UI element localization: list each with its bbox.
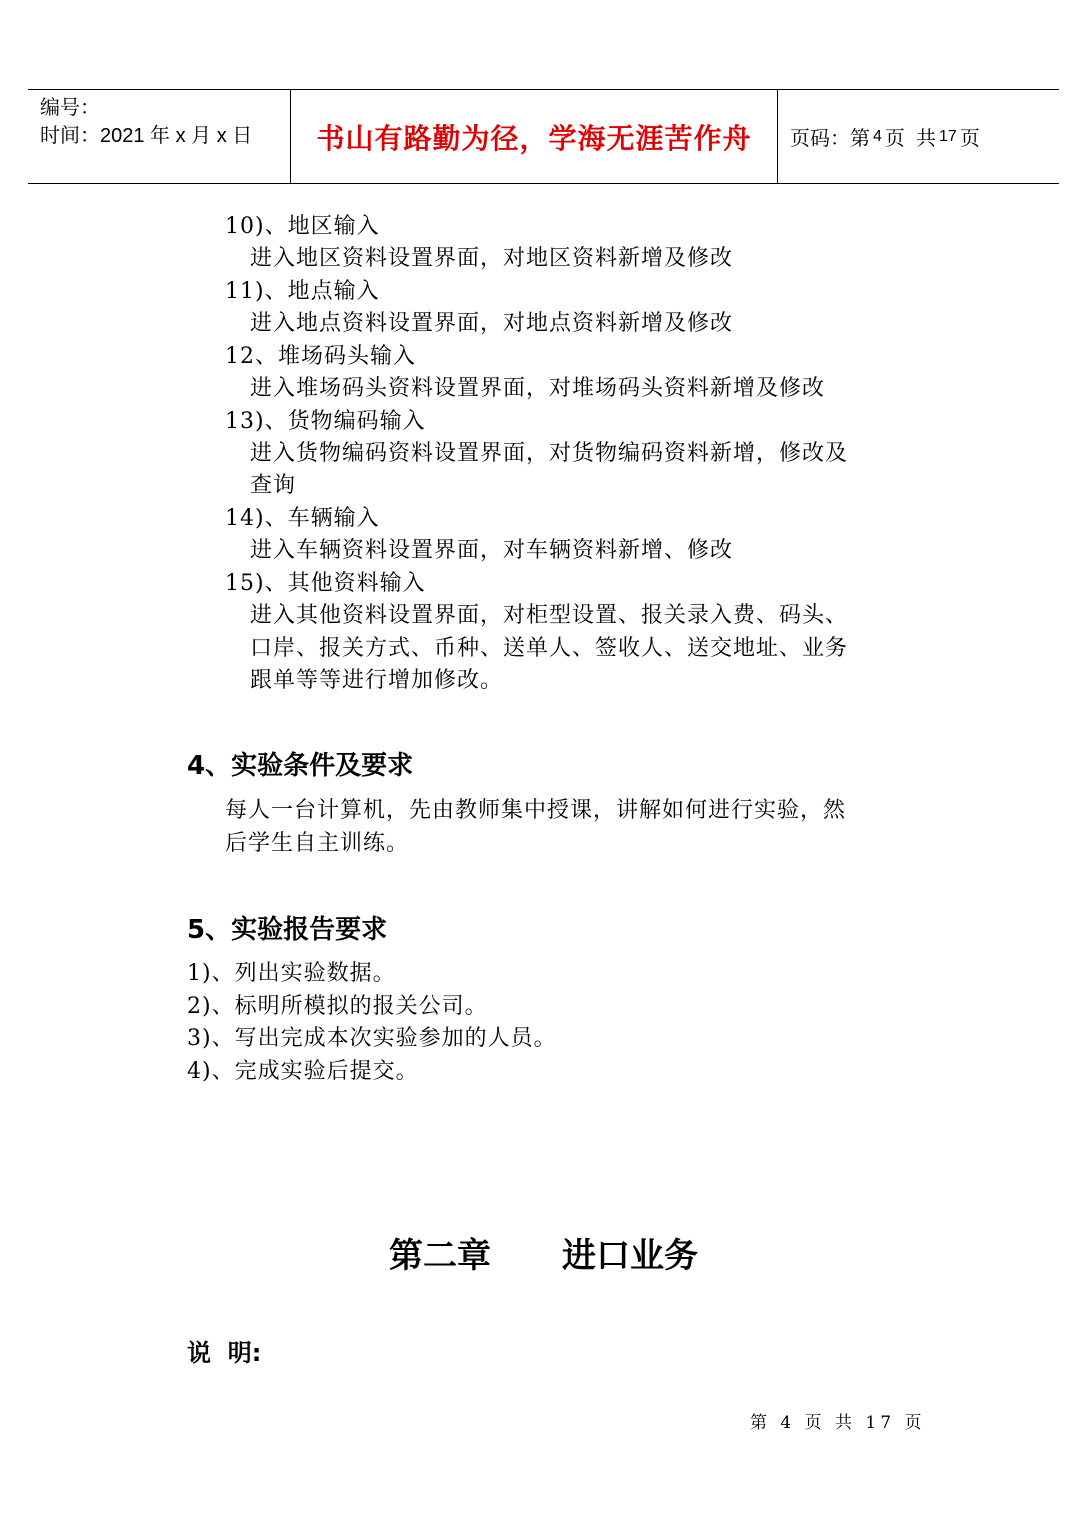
header-page-number [790,90,980,183]
header-divider [777,90,778,183]
page-mid: 页 共 [884,128,937,150]
list-item-desc: 进入地点资料设置界面，对地点资料新增及修改 [250,311,734,336]
list-item-desc: 进入其他资料设置界面，对柜型设置、报关录入费、码头、 [250,603,849,628]
section-paragraph: 后学生自主训练。 [225,831,410,856]
page-prefix: 页码：第 [790,128,870,150]
section-heading: 5、实验报告要求 [187,915,388,945]
page-suffix: 页 [959,128,980,150]
list-item-title: 10)、地区输入 [225,214,380,239]
list-item: 3)、写出完成本次实验参加的人员。 [187,1026,557,1051]
document-time-label: 时间：2021 年 x 月 x 日 [40,125,253,147]
header-meta [40,94,252,150]
list-item: 4)、完成实验后提交。 [187,1059,419,1084]
list-item-desc: 口岸、报关方式、币种、送单人、签收人、送交地址、业务 [250,636,849,661]
list-item-title: 12、堆场码头输入 [225,344,416,369]
list-item-title: 13)、货物编码输入 [225,409,426,434]
section-heading: 4、实验条件及要求 [187,751,414,781]
list-item-title: 14)、车辆输入 [225,506,380,531]
page-total: 17 [939,127,957,145]
list-item-desc: 进入货物编码资料设置界面，对货物编码资料新增，修改及 [250,441,849,466]
page-footer: 第 4 页 共 17 页 [750,1413,926,1433]
header-motto: 书山有路勤为径，学海无涯苦作舟 [316,121,752,155]
list-item: 1)、列出实验数据。 [187,961,396,986]
chapter-title: 第二章 进口业务 [388,1236,699,1276]
list-item-title: 15)、其他资料输入 [225,571,426,596]
list-item-desc: 进入地区资料设置界面，对地区资料新增及修改 [250,246,734,271]
list-item-desc: 跟单等等进行增加修改。 [250,668,504,693]
note-label: 说 明: [187,1339,262,1367]
list-item-desc: 进入车辆资料设置界面，对车辆资料新增、修改 [250,538,734,563]
list-item-desc: 进入堆场码头资料设置界面，对堆场码头资料新增及修改 [250,376,826,401]
section-paragraph: 每人一台计算机，先由教师集中授课，讲解如何进行实验，然 [225,798,847,823]
page-current: 4 [873,127,882,145]
list-item-title: 11)、地点输入 [225,279,380,304]
document-number-label: 编号： [40,97,100,119]
list-item: 2)、标明所模拟的报关公司。 [187,994,488,1019]
page-header [28,89,1059,184]
list-item-desc: 查询 [250,473,297,498]
